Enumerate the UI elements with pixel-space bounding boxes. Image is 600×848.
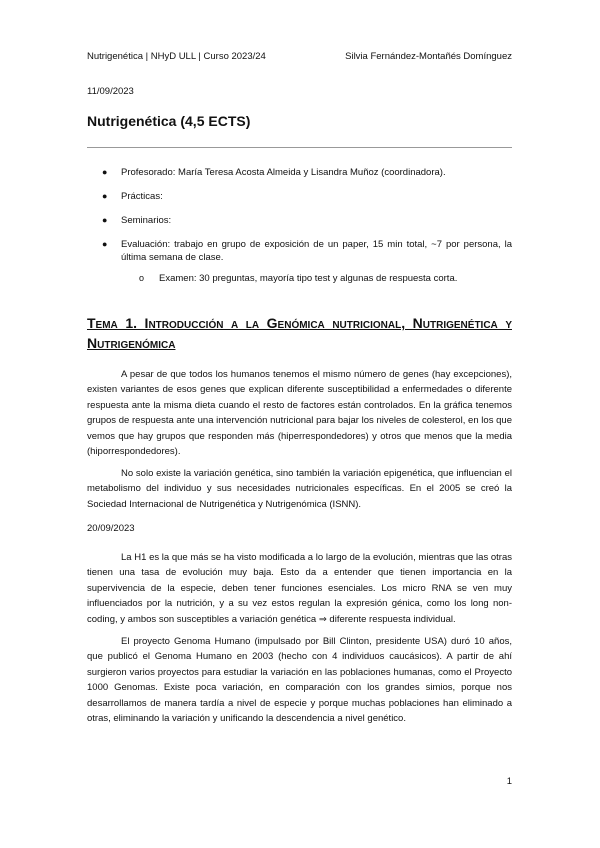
sub-bullet-text: Examen: 30 preguntas, mayoría tipo test y algunas de respuesta corta. <box>159 273 458 284</box>
date-1: 11/09/2023 <box>87 86 134 97</box>
bullet-text: Seminarios: <box>121 215 172 226</box>
bullet-text: Evaluación: trabajo en grupo de exposición de un paper, 15 min total, ~7 por persona, la última semana de clase. <box>121 239 512 263</box>
header-left: Nutrigenética | NHyD ULL | Curso 2023/24 <box>87 51 266 62</box>
paragraph-3: La H1 es la que más se ha visto modificada a lo largo de la evolución, mientras que las otras tienen una tasa de evolución muy baja. Esto da a entender que tienen importancia en la supervivencia de la especie, deben tener funciones esenciales. Los micro RNA se ven muy influenciados por la nutrición, y a su vez estos regulan la expresión génica, como los long non-coding, y ambos son susceptibles a variación genética ⇒ diferente respuesta individual. <box>87 552 512 625</box>
list-item <box>87 238 512 264</box>
paragraph-4: El proyecto Genoma Humano (impulsado por Bill Clinton, presidente USA) duró 10 años, que publicó el Genoma Humano en 2003 (hecho con 4 individuos caucásicos). A partir de ahí surgieron varios proyectos para estudiar la variación en las poblaciones humanas, como el Proyecto 1000 Genomas. Existe poca variación, en comparación con los grandes simios, porque nos desarrollamos de manera tardía a nivel de especie y porque muchas poblaciones han eliminado a otras, eliminando la variación y unificando la descendencia a nivel genético. <box>87 636 512 725</box>
paragraph-1: A pesar de que todos los humanos tenemos el mismo número de genes (hay excepciones), existen variantes de esos genes que explican diferente susceptibilidad a enfermedades o diferente respuesta ante la misma dieta cuando el resto de factores están controlados. En la gráfica tenemos grupos de respuesta ante una intervención nutricional para bajar los niveles de colesterol, en los que vemos que hay grupos que responden más (hiperrespondedores) y otros que menos que la media (hiporrespondedores). <box>87 369 512 458</box>
sub-list-item <box>139 272 512 285</box>
bullet-dot-icon: ● <box>102 167 108 177</box>
page-header <box>87 51 512 62</box>
bullet-dot-icon: ● <box>102 239 108 249</box>
paragraph-2: No solo existe la variación genética, sino también la variación epigenética, que influencian el metabolismo del individuo y sus necesidades nutricionales específicas. En el 2005 se creó la Sociedad Internacional de Nutrigenética y Nutrigenómica (ISNN). <box>87 468 512 510</box>
page-number: 1 <box>506 776 512 787</box>
page-title: Nutrigenética (4,5 ECTS) <box>87 113 251 129</box>
bullet-list <box>87 166 512 285</box>
bullet-text: Prácticas: <box>121 191 163 202</box>
bullet-text: Profesorado: María Teresa Acosta Almeida y Lisandra Muñoz (coordinadora). <box>121 167 446 178</box>
list-item <box>87 214 512 227</box>
date-2: 20/09/2023 <box>87 523 135 534</box>
circle-bullet-icon: o <box>139 273 145 283</box>
header-right: Silvia Fernández-Montañés Domínguez <box>345 51 512 62</box>
title-divider <box>87 147 512 148</box>
list-item <box>87 166 512 179</box>
bullet-dot-icon: ● <box>102 191 108 201</box>
section-heading: Tema 1. Introducción a la Genómica nutricional, Nutrigenética y Nutrigenómica <box>87 315 512 351</box>
list-item <box>87 190 512 203</box>
bullet-dot-icon: ● <box>102 215 108 225</box>
